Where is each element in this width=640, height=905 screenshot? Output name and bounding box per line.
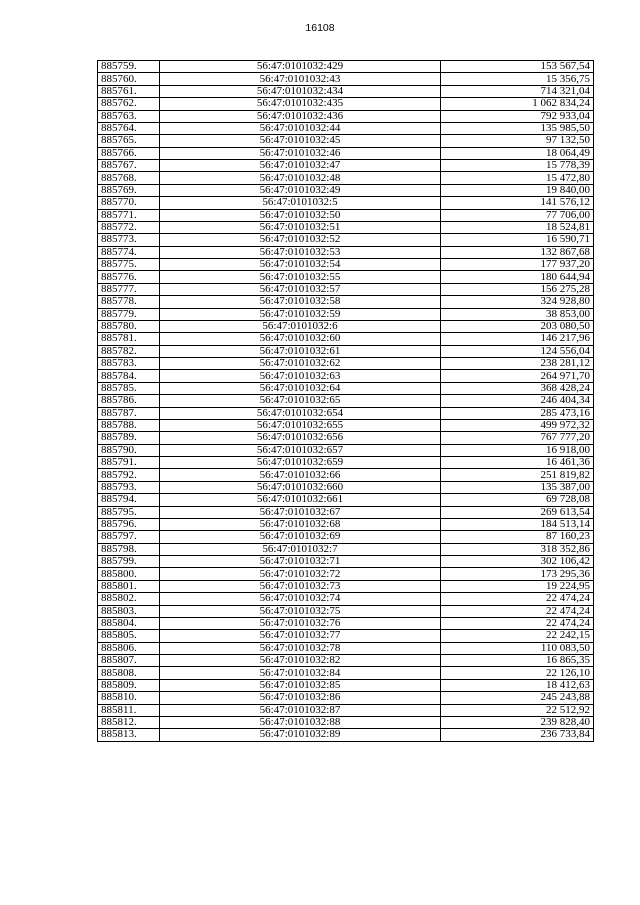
value-cell: 124 556,04 — [441, 345, 594, 357]
cadastral-number: 56:47:0101032:78 — [160, 642, 441, 654]
table-row — [98, 642, 594, 654]
row-number: 885792. — [98, 469, 160, 481]
row-number: 885790. — [98, 444, 160, 456]
table-row — [98, 147, 594, 159]
table-row — [98, 704, 594, 716]
table-row — [98, 667, 594, 679]
table-row — [98, 568, 594, 580]
table-row — [98, 531, 594, 543]
row-number: 885811. — [98, 704, 160, 716]
table-row — [98, 333, 594, 345]
table-row — [98, 729, 594, 741]
cadastral-number: 56:47:0101032:6 — [160, 320, 441, 332]
value-cell: 19 224,95 — [441, 580, 594, 592]
cadastral-number: 56:47:0101032:429 — [160, 61, 441, 73]
row-number: 885794. — [98, 494, 160, 506]
cadastral-number: 56:47:0101032:436 — [160, 110, 441, 122]
registry-table-body — [98, 61, 594, 742]
table-row — [98, 345, 594, 357]
cadastral-number: 56:47:0101032:47 — [160, 160, 441, 172]
row-number: 885807. — [98, 655, 160, 667]
table-row — [98, 122, 594, 134]
value-cell: 135 985,50 — [441, 122, 594, 134]
row-number: 885775. — [98, 259, 160, 271]
value-cell: 245 243,88 — [441, 692, 594, 704]
row-number: 885806. — [98, 642, 160, 654]
row-number: 885768. — [98, 172, 160, 184]
value-cell: 16 590,71 — [441, 234, 594, 246]
table-row — [98, 172, 594, 184]
table-row — [98, 259, 594, 271]
row-number: 885760. — [98, 73, 160, 85]
cadastral-number: 56:47:0101032:75 — [160, 605, 441, 617]
cadastral-number: 56:47:0101032:48 — [160, 172, 441, 184]
value-cell: 285 473,16 — [441, 407, 594, 419]
cadastral-number: 56:47:0101032:55 — [160, 271, 441, 283]
row-number: 885791. — [98, 457, 160, 469]
cadastral-number: 56:47:0101032:58 — [160, 296, 441, 308]
value-cell: 173 295,36 — [441, 568, 594, 580]
value-cell: 264 971,70 — [441, 370, 594, 382]
row-number: 885772. — [98, 221, 160, 233]
table-row — [98, 655, 594, 667]
value-cell: 180 644,94 — [441, 271, 594, 283]
cadastral-number: 56:47:0101032:63 — [160, 370, 441, 382]
row-number: 885804. — [98, 617, 160, 629]
value-cell: 77 706,00 — [441, 209, 594, 221]
row-number: 885809. — [98, 679, 160, 691]
value-cell: 19 840,00 — [441, 184, 594, 196]
value-cell: 792 933,04 — [441, 110, 594, 122]
value-cell: 153 567,54 — [441, 61, 594, 73]
table-row — [98, 506, 594, 518]
table-row — [98, 135, 594, 147]
value-cell: 18 064,49 — [441, 147, 594, 159]
row-number: 885764. — [98, 122, 160, 134]
table-row — [98, 716, 594, 728]
table-row — [98, 209, 594, 221]
row-number: 885776. — [98, 271, 160, 283]
value-cell: 318 352,86 — [441, 543, 594, 555]
row-number: 885812. — [98, 716, 160, 728]
value-cell: 141 576,12 — [441, 197, 594, 209]
table-row — [98, 543, 594, 555]
cadastral-number: 56:47:0101032:71 — [160, 556, 441, 568]
value-cell: 251 819,82 — [441, 469, 594, 481]
table-row — [98, 221, 594, 233]
table-row — [98, 444, 594, 456]
row-number: 885762. — [98, 98, 160, 110]
page-number: 16108 — [305, 22, 335, 34]
cadastral-number: 56:47:0101032:52 — [160, 234, 441, 246]
row-number: 885774. — [98, 246, 160, 258]
row-number: 885759. — [98, 61, 160, 73]
row-number: 885798. — [98, 543, 160, 555]
cadastral-number: 56:47:0101032:46 — [160, 147, 441, 159]
table-row — [98, 580, 594, 592]
cadastral-number: 56:47:0101032:88 — [160, 716, 441, 728]
row-number: 885808. — [98, 667, 160, 679]
row-number: 885785. — [98, 382, 160, 394]
cadastral-number: 56:47:0101032:73 — [160, 580, 441, 592]
cadastral-number: 56:47:0101032:51 — [160, 221, 441, 233]
registry-table — [97, 60, 594, 742]
table-row — [98, 110, 594, 122]
row-number: 885780. — [98, 320, 160, 332]
row-number: 885778. — [98, 296, 160, 308]
table-row — [98, 605, 594, 617]
row-number: 885766. — [98, 147, 160, 159]
row-number: 885797. — [98, 531, 160, 543]
value-cell: 767 777,20 — [441, 432, 594, 444]
value-cell: 324 928,80 — [441, 296, 594, 308]
value-cell: 69 728,08 — [441, 494, 594, 506]
cadastral-number: 56:47:0101032:65 — [160, 395, 441, 407]
row-number: 885779. — [98, 308, 160, 320]
table-row — [98, 481, 594, 493]
cadastral-number: 56:47:0101032:64 — [160, 382, 441, 394]
value-cell: 18 524,81 — [441, 221, 594, 233]
row-number: 885787. — [98, 407, 160, 419]
table-row — [98, 271, 594, 283]
value-cell: 15 472,80 — [441, 172, 594, 184]
row-number: 885805. — [98, 630, 160, 642]
row-number: 885789. — [98, 432, 160, 444]
value-cell: 15 356,75 — [441, 73, 594, 85]
row-number: 885777. — [98, 283, 160, 295]
row-number: 885783. — [98, 358, 160, 370]
table-row — [98, 98, 594, 110]
value-cell: 110 083,50 — [441, 642, 594, 654]
cadastral-number: 56:47:0101032:655 — [160, 419, 441, 431]
cadastral-number: 56:47:0101032:61 — [160, 345, 441, 357]
table-row — [98, 630, 594, 642]
value-cell: 714 321,04 — [441, 85, 594, 97]
cadastral-number: 56:47:0101032:74 — [160, 593, 441, 605]
value-cell: 22 474,24 — [441, 593, 594, 605]
cadastral-number: 56:47:0101032:44 — [160, 122, 441, 134]
value-cell: 177 937,20 — [441, 259, 594, 271]
table-row — [98, 518, 594, 530]
value-cell: 302 106,42 — [441, 556, 594, 568]
row-number: 885802. — [98, 593, 160, 605]
value-cell: 1 062 834,24 — [441, 98, 594, 110]
value-cell: 38 853,00 — [441, 308, 594, 320]
value-cell: 236 733,84 — [441, 729, 594, 741]
table-row — [98, 395, 594, 407]
table-row — [98, 320, 594, 332]
value-cell: 16 865,35 — [441, 655, 594, 667]
cadastral-number: 56:47:0101032:86 — [160, 692, 441, 704]
table-row — [98, 160, 594, 172]
value-cell: 15 778,39 — [441, 160, 594, 172]
table-row — [98, 283, 594, 295]
cadastral-number: 56:47:0101032:5 — [160, 197, 441, 209]
row-number: 885763. — [98, 110, 160, 122]
table-row — [98, 358, 594, 370]
table-row — [98, 617, 594, 629]
row-number: 885803. — [98, 605, 160, 617]
table-row — [98, 308, 594, 320]
table-row — [98, 85, 594, 97]
table-row — [98, 73, 594, 85]
table-row — [98, 184, 594, 196]
cadastral-number: 56:47:0101032:54 — [160, 259, 441, 271]
cadastral-number: 56:47:0101032:62 — [160, 358, 441, 370]
row-number: 885761. — [98, 85, 160, 97]
table-row — [98, 556, 594, 568]
value-cell: 16 461,36 — [441, 457, 594, 469]
table-row — [98, 469, 594, 481]
value-cell: 203 080,50 — [441, 320, 594, 332]
cadastral-number: 56:47:0101032:50 — [160, 209, 441, 221]
row-number: 885793. — [98, 481, 160, 493]
value-cell: 146 217,96 — [441, 333, 594, 345]
value-cell: 22 474,24 — [441, 617, 594, 629]
cadastral-number: 56:47:0101032:66 — [160, 469, 441, 481]
value-cell: 239 828,40 — [441, 716, 594, 728]
row-number: 885770. — [98, 197, 160, 209]
cadastral-number: 56:47:0101032:49 — [160, 184, 441, 196]
row-number: 885795. — [98, 506, 160, 518]
row-number: 885796. — [98, 518, 160, 530]
table-row — [98, 296, 594, 308]
cadastral-number: 56:47:0101032:76 — [160, 617, 441, 629]
cadastral-number: 56:47:0101032:59 — [160, 308, 441, 320]
table-row — [98, 494, 594, 506]
row-number: 885773. — [98, 234, 160, 246]
cadastral-number: 56:47:0101032:67 — [160, 506, 441, 518]
cadastral-number: 56:47:0101032:43 — [160, 73, 441, 85]
table-row — [98, 593, 594, 605]
value-cell: 269 613,54 — [441, 506, 594, 518]
cadastral-number: 56:47:0101032:77 — [160, 630, 441, 642]
value-cell: 22 474,24 — [441, 605, 594, 617]
cadastral-number: 56:47:0101032:89 — [160, 729, 441, 741]
cadastral-number: 56:47:0101032:87 — [160, 704, 441, 716]
table-row — [98, 692, 594, 704]
table-row — [98, 382, 594, 394]
cadastral-number: 56:47:0101032:53 — [160, 246, 441, 258]
cadastral-number: 56:47:0101032:69 — [160, 531, 441, 543]
cadastral-number: 56:47:0101032:68 — [160, 518, 441, 530]
cadastral-number: 56:47:0101032:7 — [160, 543, 441, 555]
row-number: 885799. — [98, 556, 160, 568]
value-cell: 132 867,68 — [441, 246, 594, 258]
row-number: 885784. — [98, 370, 160, 382]
table-row — [98, 61, 594, 73]
cadastral-number: 56:47:0101032:82 — [160, 655, 441, 667]
table-row — [98, 234, 594, 246]
table-row — [98, 407, 594, 419]
value-cell: 16 918,00 — [441, 444, 594, 456]
row-number: 885782. — [98, 345, 160, 357]
cadastral-number: 56:47:0101032:656 — [160, 432, 441, 444]
row-number: 885800. — [98, 568, 160, 580]
value-cell: 22 242,15 — [441, 630, 594, 642]
cadastral-number: 56:47:0101032:661 — [160, 494, 441, 506]
cadastral-number: 56:47:0101032:659 — [160, 457, 441, 469]
value-cell: 87 160,23 — [441, 531, 594, 543]
value-cell: 22 126,10 — [441, 667, 594, 679]
value-cell: 184 513,14 — [441, 518, 594, 530]
row-number: 885771. — [98, 209, 160, 221]
value-cell: 156 275,28 — [441, 283, 594, 295]
table-row — [98, 679, 594, 691]
table-row — [98, 457, 594, 469]
cadastral-number: 56:47:0101032:60 — [160, 333, 441, 345]
value-cell: 22 512,92 — [441, 704, 594, 716]
row-number: 885765. — [98, 135, 160, 147]
row-number: 885769. — [98, 184, 160, 196]
value-cell: 135 387,00 — [441, 481, 594, 493]
value-cell: 97 132,50 — [441, 135, 594, 147]
row-number: 885788. — [98, 419, 160, 431]
value-cell: 18 412,63 — [441, 679, 594, 691]
row-number: 885801. — [98, 580, 160, 592]
row-number: 885781. — [98, 333, 160, 345]
cadastral-number: 56:47:0101032:434 — [160, 85, 441, 97]
row-number: 885813. — [98, 729, 160, 741]
row-number: 885810. — [98, 692, 160, 704]
value-cell: 238 281,12 — [441, 358, 594, 370]
value-cell: 499 972,32 — [441, 419, 594, 431]
cadastral-number: 56:47:0101032:657 — [160, 444, 441, 456]
row-number: 885786. — [98, 395, 160, 407]
cadastral-number: 56:47:0101032:45 — [160, 135, 441, 147]
value-cell: 368 428,24 — [441, 382, 594, 394]
cadastral-number: 56:47:0101032:435 — [160, 98, 441, 110]
cadastral-number: 56:47:0101032:654 — [160, 407, 441, 419]
cadastral-number: 56:47:0101032:660 — [160, 481, 441, 493]
table-row — [98, 246, 594, 258]
table-row — [98, 419, 594, 431]
table-row — [98, 197, 594, 209]
cadastral-number: 56:47:0101032:57 — [160, 283, 441, 295]
value-cell: 246 404,34 — [441, 395, 594, 407]
table-row — [98, 432, 594, 444]
cadastral-number: 56:47:0101032:84 — [160, 667, 441, 679]
row-number: 885767. — [98, 160, 160, 172]
table-row — [98, 370, 594, 382]
cadastral-number: 56:47:0101032:85 — [160, 679, 441, 691]
cadastral-number: 56:47:0101032:72 — [160, 568, 441, 580]
